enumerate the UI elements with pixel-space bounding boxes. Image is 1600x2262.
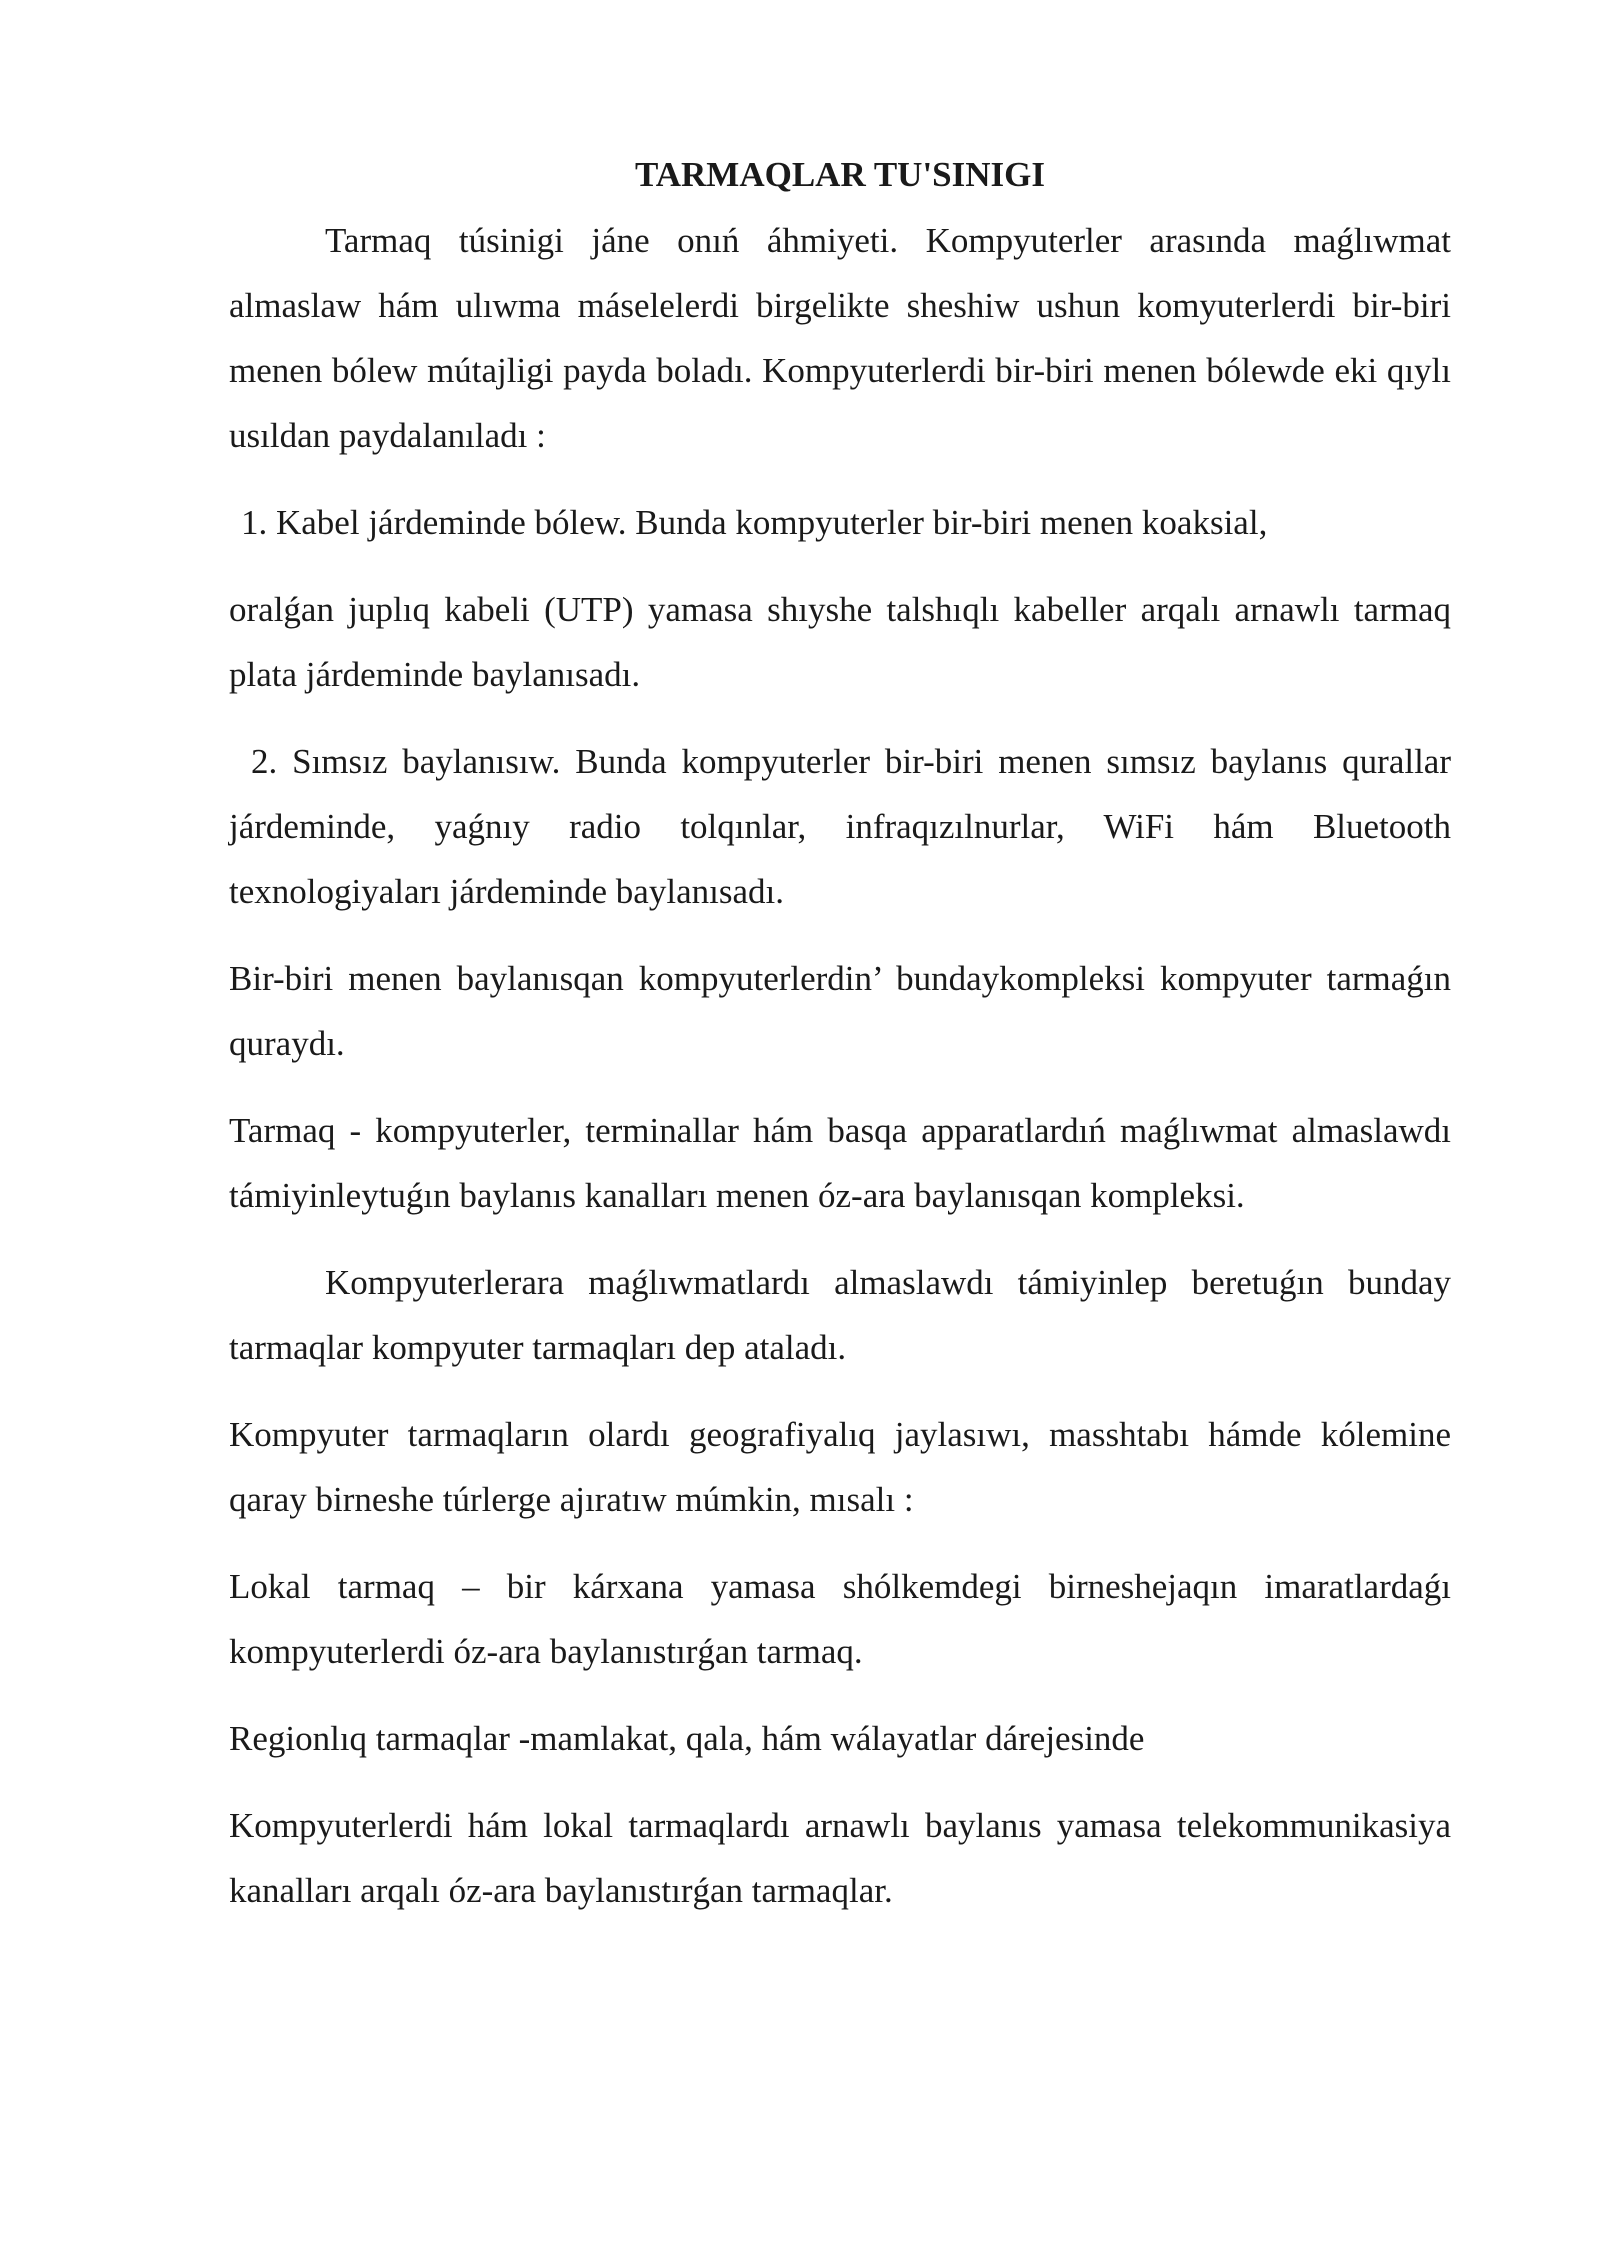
list-item-wireless: 2. Sımsız baylanısıw. Bunda kompyuterler bir-biri menen sımsız baylanıs qurallar járdeminde, yaǵnıy radio tolqınlar, infraqızılnurlar, WiFi hám Bluetooth texnologiyaları járdeminde baylanısadı. — [229, 742, 1451, 911]
paragraph-local-network: Lokal tarmaq – bir kárxana yamasa shólkemdegi birneshejaqın imaratlardaǵı kompyuterlerdi óz-ara baylanıstırǵan tarmaq. — [229, 1567, 1451, 1671]
paragraph-computer-networks: Kompyuterlerara maǵlıwmatlardı almaslawdı támiyinlep beretuǵın bunday tarmaqlar kompyuter tarmaqları dep ataladı. — [229, 1263, 1451, 1367]
paragraph-network-types: Kompyuter tarmaqların olardı geografiyalıq jaylasıwı, masshtabı hámde kólemine qaray birneshe túrlerge ajıratıw múmkin, mısalı : — [229, 1415, 1451, 1519]
document-title: TARMAQLAR TU'SINIGI — [634, 155, 1046, 194]
paragraph-intro: Tarmaq túsinigi jáne onıń áhmiyeti. Kompyuterler arasında maǵlıwmat almaslaw hám ulıwma máselelerdi birgelikte sheshiw ushun komyuterlerdi bir-biri menen bólew mútajligi payda boladı. Kompyuterlerdi bir-biri menen bólewde eki qıylı usıldan paydalanıladı : — [229, 221, 1451, 455]
paragraph-network-definition: Tarmaq - kompyuterler, terminallar hám basqa apparatlardıń maǵlıwmat almaslawdı támiyinleytuǵın baylanıs kanalları menen óz-ara baylanısqan kompleksi. — [229, 1111, 1451, 1215]
paragraph-cable-detail: oralǵan juplıq kabeli (UTP) yamasa shıyshe talshıqlı kabeller arqalı arnawlı tarmaq plata járdeminde baylanısadı. — [229, 590, 1451, 694]
list-item-cable: 1. Kabel járdeminde bólew. Bunda kompyuterler bir-biri menen koaksial, — [241, 503, 1268, 542]
paragraph-regional-detail: Kompyuterlerdi hám lokal tarmaqlardı arnawlı baylanıs yamasa telekommunikasiya kanalları arqalı óz-ara baylanıstırǵan tarmaqlar. — [229, 1806, 1451, 1910]
paragraph-regional-networks: Regionlıq tarmaqlar -mamlakat, qala, hám wálayatlar dárejesinde — [229, 1719, 1145, 1758]
paragraph-network-formation: Bir-biri menen baylanısqan kompyuterlerdin’ bundaykompleksi kompyuter tarmaǵın quraydı. — [229, 959, 1451, 1063]
document-page — [229, 150, 1451, 1923]
